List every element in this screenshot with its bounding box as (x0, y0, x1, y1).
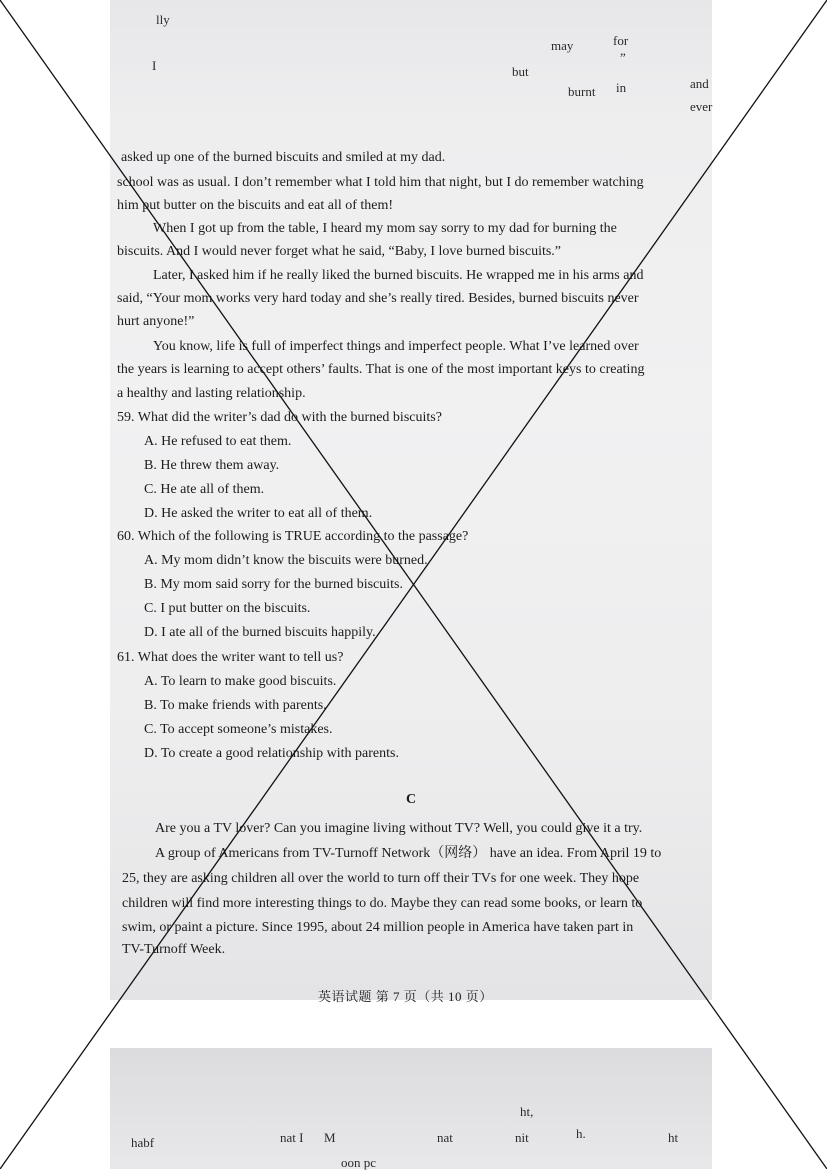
option-59b: B. He threw them away. (144, 458, 280, 473)
section-heading: C (406, 792, 417, 807)
fragment-text: oon pc (341, 1155, 377, 1170)
question-60: 60. Which of the following is TRUE according to the passage? (117, 529, 469, 544)
passage-line: said, “Your mom works very hard today and she’s really tired. Besides, burned biscuits never (117, 291, 639, 306)
option-61d: D. To create a good relationship with parents. (144, 746, 399, 761)
fragment-text: h. (576, 1126, 586, 1141)
option-60b: B. My mom said sorry for the burned biscuits. (144, 577, 403, 592)
passage-line: hurt anyone!” (117, 314, 195, 329)
option-60d: D. I ate all of the burned biscuits happily. (144, 625, 376, 640)
fragment-text: in (616, 80, 627, 95)
fragment-text: nat (437, 1130, 453, 1145)
passage-line: a healthy and lasting relationship. (117, 386, 306, 401)
option-61a: A. To learn to make good biscuits. (144, 674, 337, 689)
fragment-text: burnt (568, 84, 596, 99)
passage-line: Later, I asked him if he really liked the burned biscuits. He wrapped me in his arms and (153, 268, 644, 283)
option-61c: C. To accept someone’s mistakes. (144, 722, 333, 737)
fragment-text: nat I (280, 1130, 304, 1145)
passage-line: the years is learning to accept others’ faults. That is one of the most important keys to creating (117, 362, 645, 377)
passage-line: asked up one of the burned biscuits and smiled at my dad. (121, 150, 446, 165)
passage-line: swim, or paint a picture. Since 1995, about 24 million people in America have taken part in (122, 920, 634, 935)
option-60c: C. I put butter on the biscuits. (144, 601, 311, 616)
passage-line: Are you a TV lover? Can you imagine living without TV? Well, you could give it a try. (155, 821, 643, 836)
fragment-text: ever (690, 99, 713, 114)
fragment-text: lly (156, 12, 170, 27)
passage-line: him put butter on the biscuits and eat all of them! (117, 198, 394, 213)
option-59a: A. He refused to eat them. (144, 434, 292, 449)
fragment-text: nit (515, 1130, 529, 1145)
passage-line: biscuits. And I would never forget what he said, “Baby, I love burned biscuits.” (117, 244, 562, 259)
question-59: 59. What did the writer’s dad do with the burned biscuits? (117, 410, 442, 425)
fragment-text: but (512, 64, 529, 79)
passage-line: You know, life is full of imperfect things and imperfect people. What I’ve learned over (153, 339, 639, 354)
fragment-text: ht, (520, 1104, 534, 1119)
fragment-text: I (152, 58, 157, 73)
option-59d: D. He asked the writer to eat all of them. (144, 506, 373, 521)
question-61: 61. What does the writer want to tell us? (117, 650, 344, 665)
passage-line: TV-Turnoff Week. (122, 942, 226, 957)
passage-line: When I got up from the table, I heard my mom say sorry to my dad for burning the (153, 221, 617, 236)
fragment-text: habf (131, 1135, 155, 1150)
fragment-text: may (551, 38, 574, 53)
option-59c: C. He ate all of them. (144, 482, 265, 497)
passage-line: children will find more interesting things to do. Maybe they can read some books, or learn to (122, 896, 643, 911)
option-60a: A. My mom didn’t know the biscuits were burned. (144, 553, 428, 568)
page-footer: 英语试题 第 7 页（共 10 页） (318, 989, 493, 1004)
fragment-text: for (613, 33, 629, 48)
fragment-text: ht (668, 1130, 679, 1145)
fragment-text: M (324, 1130, 336, 1145)
fragment-text: and (690, 76, 709, 91)
passage-line: school was as usual. I don’t remember what I told him that night, but I do remember watching (117, 175, 644, 190)
passage-line: 25, they are asking children all over the world to turn off their TVs for one week. They hope (122, 871, 640, 886)
passage-line: A group of Americans from TV-Turnoff Network（网络） have an idea. From April 19 to (155, 846, 662, 861)
fragment-text: ” (620, 50, 626, 65)
option-61b: B. To make friends with parents. (144, 698, 327, 713)
